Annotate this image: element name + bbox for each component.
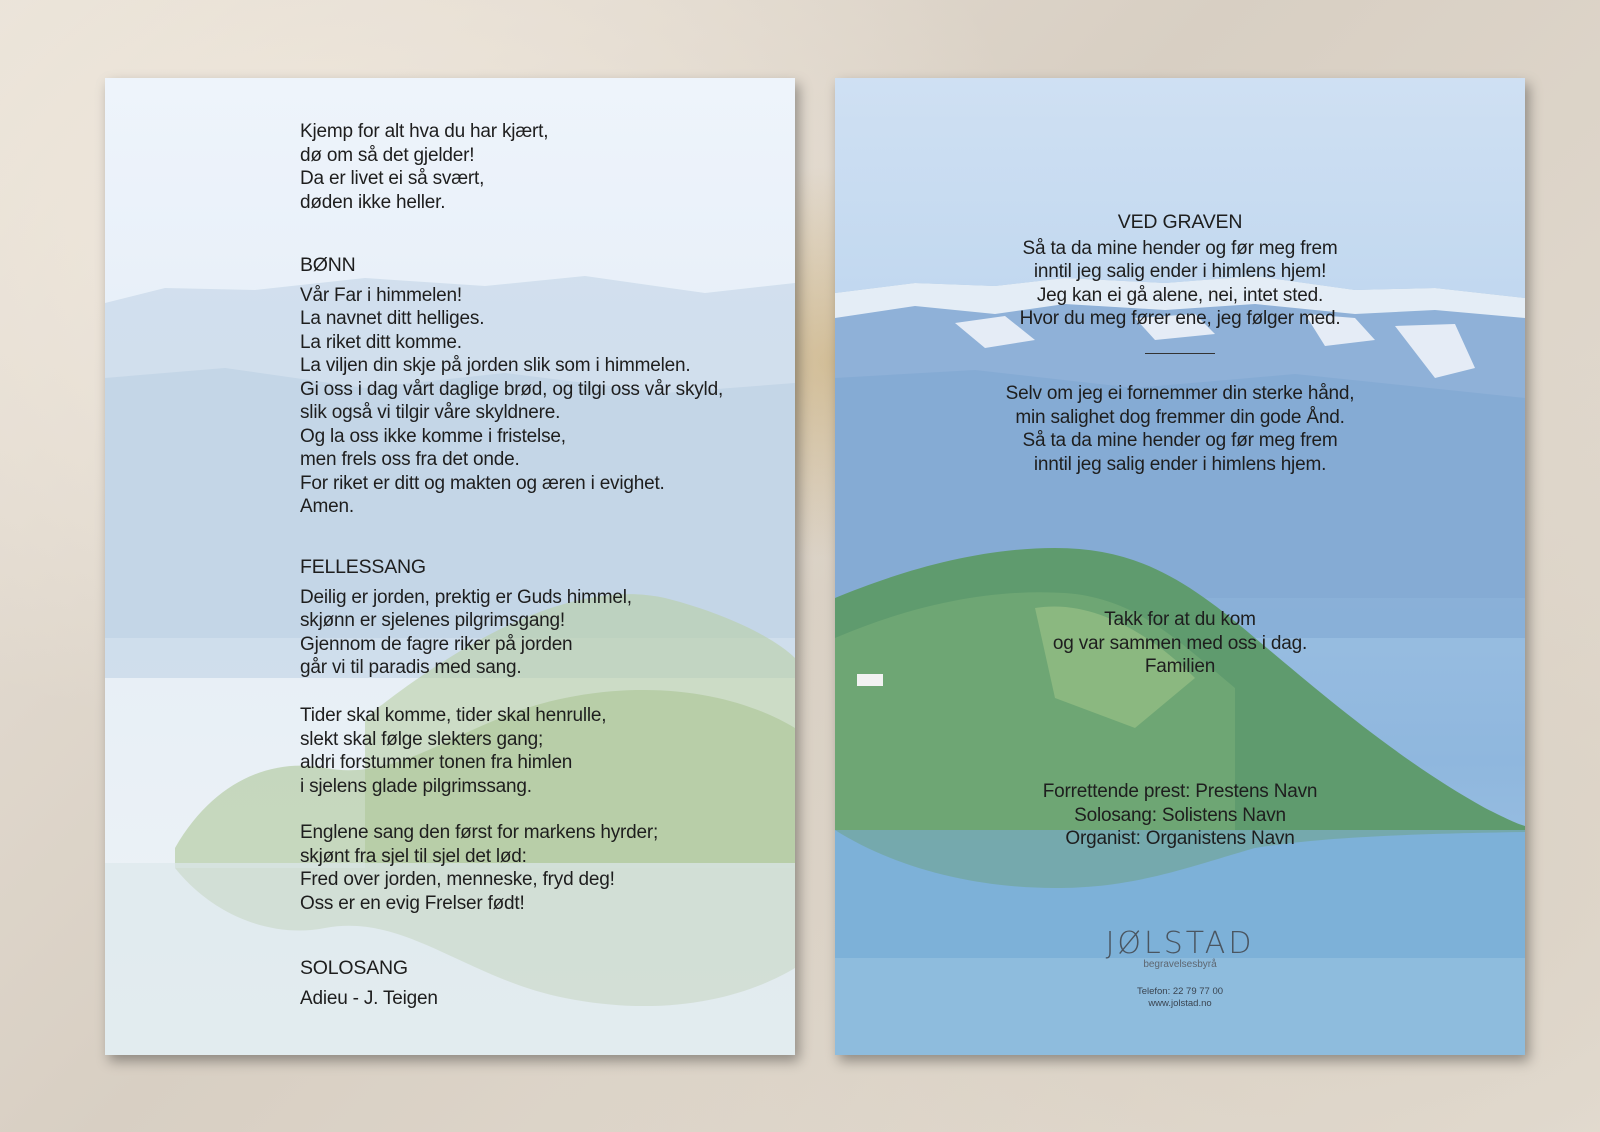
solosang-line: Adieu - J. Teigen <box>300 987 438 1009</box>
prayer-line: men frels oss fra det onde. <box>300 449 520 470</box>
thanks-line: og var sammen med oss i dag. <box>1052 632 1308 654</box>
credit-line: Forrettende prest: Prestens Navn <box>1042 781 1318 802</box>
divider-line <box>1145 353 1215 354</box>
hymn-line: går vi til paradis med sang. <box>300 657 522 678</box>
verse-line: Kjemp for alt hva du har kjært, <box>300 121 549 142</box>
ved-graven-section <box>835 211 1525 331</box>
hymn-line: Jeg kan ei gå alene, nei, intet sted. <box>1036 284 1324 306</box>
credit-line: Organist: Organistens Navn <box>1065 828 1295 849</box>
hymn-line: inntil jeg salig ender i himlens hjem! <box>1033 261 1327 282</box>
hymn-line: Oss er en evig Frelser født! <box>300 892 525 914</box>
hymn-line: Hvor du meg fører ene, jeg følger med. <box>1019 308 1341 329</box>
prayer-line: Vår Far i himmelen! <box>300 284 462 306</box>
thanks-signature: Familien <box>1144 656 1216 677</box>
solosang-section <box>300 957 438 1010</box>
verse-line: Da er livet ei så svært, <box>300 168 485 189</box>
website-url: www.jolstad.no <box>1148 998 1212 1009</box>
hymn-line: inntil jeg salig ender i himlens hjem. <box>1033 453 1327 475</box>
right-page <box>835 78 1525 1055</box>
hymn-line: i sjelens glade pilgrimssang. <box>300 775 532 797</box>
prayer-line: Gi oss i dag vårt daglige brød, og tilgi oss vår skyld, <box>300 378 724 400</box>
prayer-line: slik også vi tilgir våre skyldnere. <box>300 402 561 423</box>
hymn-line: Tider skal komme, tider skal henrulle, <box>300 705 607 726</box>
thanks-line: Takk for at du kom <box>1104 609 1256 630</box>
verse-line: døden ikke heller. <box>300 191 446 213</box>
opening-verse <box>300 120 548 214</box>
logo-wordmark: JØLSTAD <box>1105 926 1255 961</box>
bonn-heading: BØNN <box>300 254 356 276</box>
hymn-line: skjønt fra sjel til sjel det lød: <box>300 845 527 867</box>
prayer-line: For riket er ditt og makten og æren i evighet. <box>300 472 665 494</box>
ved-graven-heading: VED GRAVEN <box>1117 211 1243 233</box>
hymn-line: skjønn er sjelenes pilgrimsgang! <box>300 610 565 631</box>
logo-subtitle: begravelsesbyrå <box>1143 959 1217 970</box>
prayer-line: La riket ditt komme. <box>300 331 462 353</box>
credits-section <box>835 780 1525 851</box>
hymn-line: Deilig er jorden, prektig er Guds himmel, <box>300 586 632 608</box>
fellessang-heading: FELLESSANG <box>300 556 426 578</box>
fellessang-section <box>300 556 632 680</box>
hymn-line: Gjennom de fagre riker på jorden <box>300 633 573 655</box>
prayer-line: Og la oss ikke komme i fristelse, <box>300 425 566 447</box>
prayer-line: La navnet ditt helliges. <box>300 308 485 329</box>
hymn-line: Så ta da mine hender og før meg frem <box>1022 430 1338 451</box>
ved-graven-stanza-2 <box>835 382 1525 476</box>
phone-number: Telefon: 22 79 77 00 <box>1136 986 1224 997</box>
company-logo <box>835 926 1525 1010</box>
prayer-line: La viljen din skje på jorden slik som i himmelen. <box>300 355 691 376</box>
hymn-line: aldri forstummer tonen fra himlen <box>300 752 573 773</box>
hymn-line: Selv om jeg ei fornemmer din sterke hånd, <box>1005 383 1355 404</box>
bonn-section <box>300 254 723 519</box>
hymn-line: Fred over jorden, menneske, fryd deg! <box>300 869 615 890</box>
thanks-section <box>835 608 1525 679</box>
fellessang-stanza-3 <box>300 821 658 915</box>
left-page <box>105 78 795 1055</box>
fellessang-stanza-2 <box>300 704 606 798</box>
verse-line: dø om så det gjelder! <box>300 144 475 166</box>
prayer-line: Amen. <box>300 496 354 517</box>
hymn-line: Så ta da mine hender og før meg frem <box>1022 237 1338 259</box>
credit-line: Solosang: Solistens Navn <box>1074 804 1286 826</box>
hymn-line: slekt skal følge slekters gang; <box>300 728 544 750</box>
hymn-line: min salighet dog fremmer din gode Ånd. <box>1015 406 1345 428</box>
hymn-line: Englene sang den først for markens hyrder; <box>300 822 659 843</box>
solosang-heading: SOLOSANG <box>300 957 408 979</box>
